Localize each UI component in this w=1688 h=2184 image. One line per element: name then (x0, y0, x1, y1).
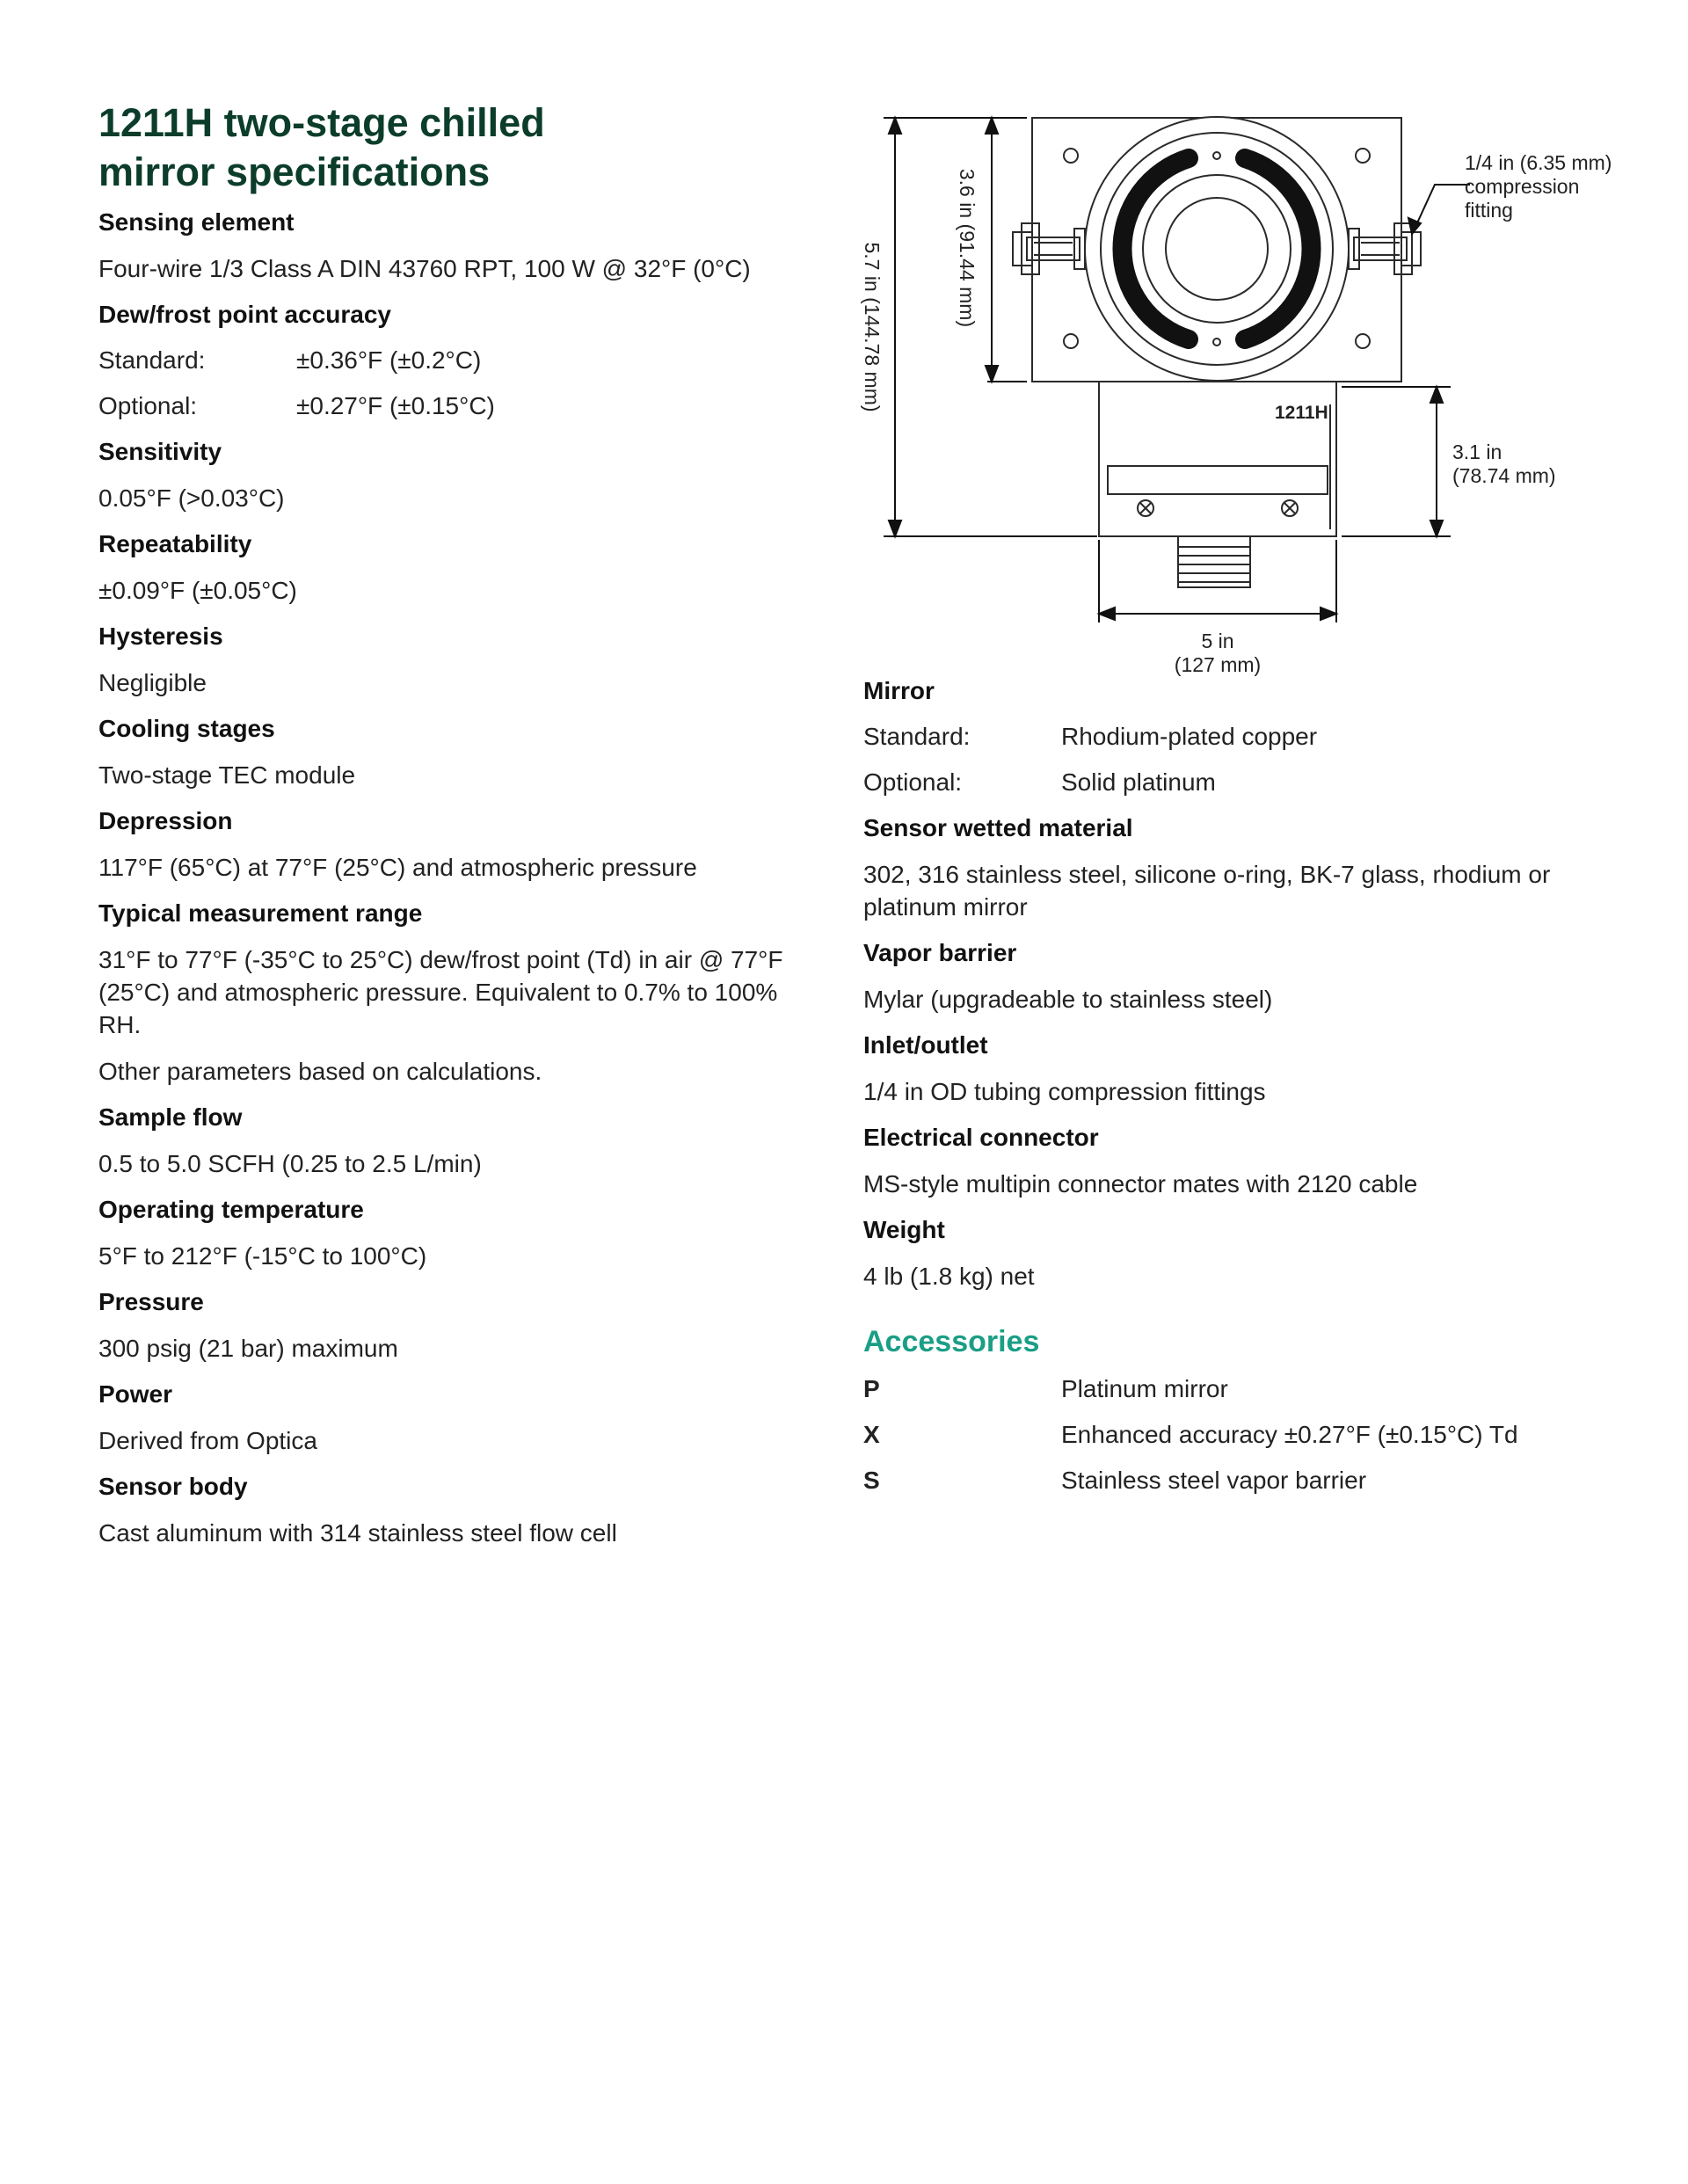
depression-heading: Depression (98, 807, 233, 834)
label-plate (1108, 466, 1328, 494)
accessory-row (863, 1419, 1611, 1451)
mounting-hole-icon (1356, 334, 1370, 348)
mounting-hole-icon (1356, 149, 1370, 163)
compression-fitting-left (1013, 223, 1085, 274)
right-spec-column (863, 675, 1611, 1511)
accessory-code: X (863, 1421, 880, 1448)
accuracy-standard-value: ±0.36°F (±0.2°C) (296, 346, 482, 374)
lower-height-label-line-2: (78.74 mm) (1452, 464, 1556, 487)
electrical-connector-heading: Electrical connector (863, 1124, 1099, 1151)
inlet-outlet-heading: Inlet/outlet (863, 1031, 988, 1059)
power-heading: Power (98, 1380, 173, 1408)
fitting-label-line-2: compression (1465, 175, 1580, 198)
total-height-label: 5.7 in (144.78 mm) (861, 242, 884, 412)
pressure-heading: Pressure (98, 1288, 204, 1315)
depression-value: 117°F (65°C) at 77°F (25°C) and atmospheric pressure (98, 854, 697, 881)
sensor-dimension-diagram (844, 106, 1635, 677)
accessory-row (863, 1465, 1611, 1496)
sample-flow-heading: Sample flow (98, 1103, 243, 1131)
mirror-standard-value: Rhodium-plated copper (1061, 723, 1318, 750)
sensing-element-heading: Sensing element (98, 208, 295, 236)
repeatability-value: ±0.09°F (±0.05°C) (98, 577, 297, 604)
accuracy-row-optional (98, 390, 819, 422)
hysteresis-value: Negligible (98, 669, 207, 696)
hysteresis-heading: Hysteresis (98, 622, 223, 650)
vapor-barrier-heading: Vapor barrier (863, 939, 1017, 966)
upper-height-label: 3.6 in (91.44 mm) (956, 168, 979, 328)
accessories-heading: Accessories (863, 1325, 1040, 1358)
page-title-line-1: 1211H two-stage chilled (98, 100, 545, 145)
fitting-leader-line (1415, 185, 1470, 227)
screw-icon (1282, 500, 1298, 516)
wetted-material-heading: Sensor wetted material (863, 814, 1133, 841)
accuracy-optional-value: ±0.27°F (±0.15°C) (296, 392, 495, 419)
accessory-code: P (863, 1375, 880, 1402)
vapor-barrier-value: Mylar (upgradeable to stainless steel) (863, 986, 1273, 1013)
wetted-material-value: 302, 316 stainless steel, silicone o-ring, BK-7 glass, rhodium or platinum mirror (863, 861, 1551, 921)
lower-height-label-line-1: 3.1 in (1452, 440, 1502, 463)
measurement-range-note: Other parameters based on calculations. (98, 1058, 542, 1085)
accessory-description: Platinum mirror (1061, 1375, 1228, 1402)
mirror-optional-value: Solid platinum (1061, 768, 1216, 796)
mounting-hole-icon (1064, 149, 1078, 163)
weight-value: 4 lb (1.8 kg) net (863, 1263, 1035, 1290)
sensor-body-heading: Sensor body (98, 1473, 248, 1500)
weight-heading: Weight (863, 1216, 945, 1243)
page-title (98, 98, 714, 197)
page-title-line-2: mirror specifications (98, 149, 491, 194)
width-label-line-1: 5 in (1201, 630, 1234, 652)
cooling-stages-heading: Cooling stages (98, 715, 275, 742)
compression-fitting-right (1349, 223, 1421, 274)
sensor-body-value: Cast aluminum with 314 stainless steel flow cell (98, 1519, 617, 1547)
accuracy-optional-label: Optional: (98, 392, 198, 419)
cooling-stages-value: Two-stage TEC module (98, 761, 356, 789)
measurement-range-heading: Typical measurement range (98, 899, 423, 927)
inlet-outlet-value: 1/4 in OD tubing compression fittings (863, 1078, 1266, 1105)
mirror-standard-label: Standard: (863, 723, 971, 750)
screw-icon (1138, 500, 1153, 516)
accuracy-standard-label: Standard: (98, 346, 206, 374)
sensitivity-value: 0.05°F (>0.03°C) (98, 484, 285, 512)
operating-temperature-value: 5°F to 212°F (-15°C to 100°C) (98, 1242, 427, 1270)
model-label: 1211H (1275, 403, 1328, 423)
fitting-label-line-1: 1/4 in (6.35 mm) (1465, 151, 1612, 174)
power-value: Derived from Optica (98, 1427, 317, 1454)
mirror-row-standard (863, 721, 1611, 753)
accessory-description: Stainless steel vapor barrier (1061, 1467, 1367, 1494)
accuracy-heading: Dew/frost point accuracy (98, 301, 391, 328)
pressure-value: 300 psig (21 bar) maximum (98, 1335, 398, 1362)
measurement-range-value: 31°F to 77°F (-35°C to 25°C) dew/frost point (Td) in air @ 77°F (25°C) and atmospheric pressure. Equivalent to 0.7% to 100% RH. (98, 946, 783, 1038)
accessory-code: S (863, 1467, 880, 1494)
repeatability-heading: Repeatability (98, 530, 252, 557)
mounting-hole-icon (1064, 334, 1078, 348)
mirror-heading: Mirror (863, 677, 935, 704)
width-label-line-2: (127 mm) (1174, 653, 1262, 676)
sensitivity-heading: Sensitivity (98, 438, 222, 465)
left-spec-column (98, 207, 819, 1563)
mirror-optional-label: Optional: (863, 768, 963, 796)
fitting-label-line-3: fitting (1465, 199, 1513, 222)
accessory-row (863, 1373, 1611, 1405)
electrical-connector-value: MS-style multipin connector mates with 2120 cable (863, 1170, 1418, 1198)
mirror-row-optional (863, 767, 1611, 798)
accessory-description: Enhanced accuracy ±0.27°F (±0.15°C) Td (1061, 1421, 1518, 1448)
operating-temperature-heading: Operating temperature (98, 1196, 364, 1223)
accuracy-row-standard (98, 345, 819, 376)
sample-flow-value: 0.5 to 5.0 SCFH (0.25 to 2.5 L/min) (98, 1150, 482, 1177)
sensing-element-value: Four-wire 1/3 Class A DIN 43760 RPT, 100 W @ 32°F (0°C) (98, 255, 751, 282)
electrical-connector (1178, 536, 1250, 587)
